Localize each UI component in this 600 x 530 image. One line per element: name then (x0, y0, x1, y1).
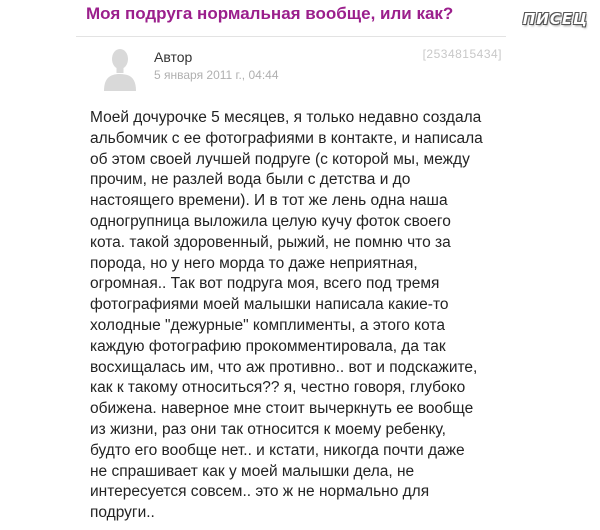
message-line: как к такому относиться?? я, честно говоря, глубоко (90, 379, 466, 397)
message-line: кота. такой здоровенный, рыжий, не помню что за (90, 233, 451, 251)
message-line: будто его вообще нет.. и кстати, никогда почти даже (90, 441, 465, 459)
message-line: фотографиями моей малышки написала какие-то (90, 296, 449, 314)
post-message (90, 108, 502, 524)
message-line: настоящего времени). И в тот же лень одна наша (90, 192, 448, 210)
default-avatar-icon (103, 47, 137, 91)
message-line: из жизни, раз они так относится к моему ребенку, (90, 420, 446, 438)
message-line: прочим, не разлей вода были с детства и до (90, 171, 411, 189)
message-line: не спрашивает как у моей малышки дела, не (90, 462, 415, 480)
message-line: каждую фотографию прокомментировала, да так (90, 337, 446, 355)
message-line: порода, но у него морда то даже неприятная, (90, 254, 418, 272)
forum-post (76, 36, 506, 530)
post-date: 5 января 2011 г., 04:44 (154, 68, 279, 82)
message-line: Моей дочурочке 5 месяцев, я только недавно создала (90, 109, 482, 126)
message-line: альбомчик с ее фотографиями в контакте, и написала (90, 129, 483, 147)
site-watermark: ПИСЕЦ (522, 10, 588, 28)
message-line: холодные "дежурные" комплименты, а этого кота (90, 316, 445, 334)
thread-title[interactable]: Моя подруга нормальная вообще, или как? (86, 4, 454, 23)
message-line: одногрупница выложила целую кучу фоток своего (90, 212, 451, 230)
message-line: об этом своей лучшей подруге (с которой мы, между (90, 150, 470, 168)
message-line: подруги.. (90, 504, 155, 522)
message-line: обижена. наверное мне стоит вычеркнуть ее вообще (90, 400, 474, 418)
message-line: огромная.. Так вот подруга моя, всего под тремя (90, 275, 440, 293)
post-id[interactable]: [2534815434] (422, 47, 502, 61)
post-author[interactable]: Автор (154, 49, 193, 65)
message-line: интересуется совсем.. это ж не нормально для (90, 483, 430, 501)
message-line: восхищалась им, что аж противно.. вот и подскажите, (90, 358, 478, 376)
